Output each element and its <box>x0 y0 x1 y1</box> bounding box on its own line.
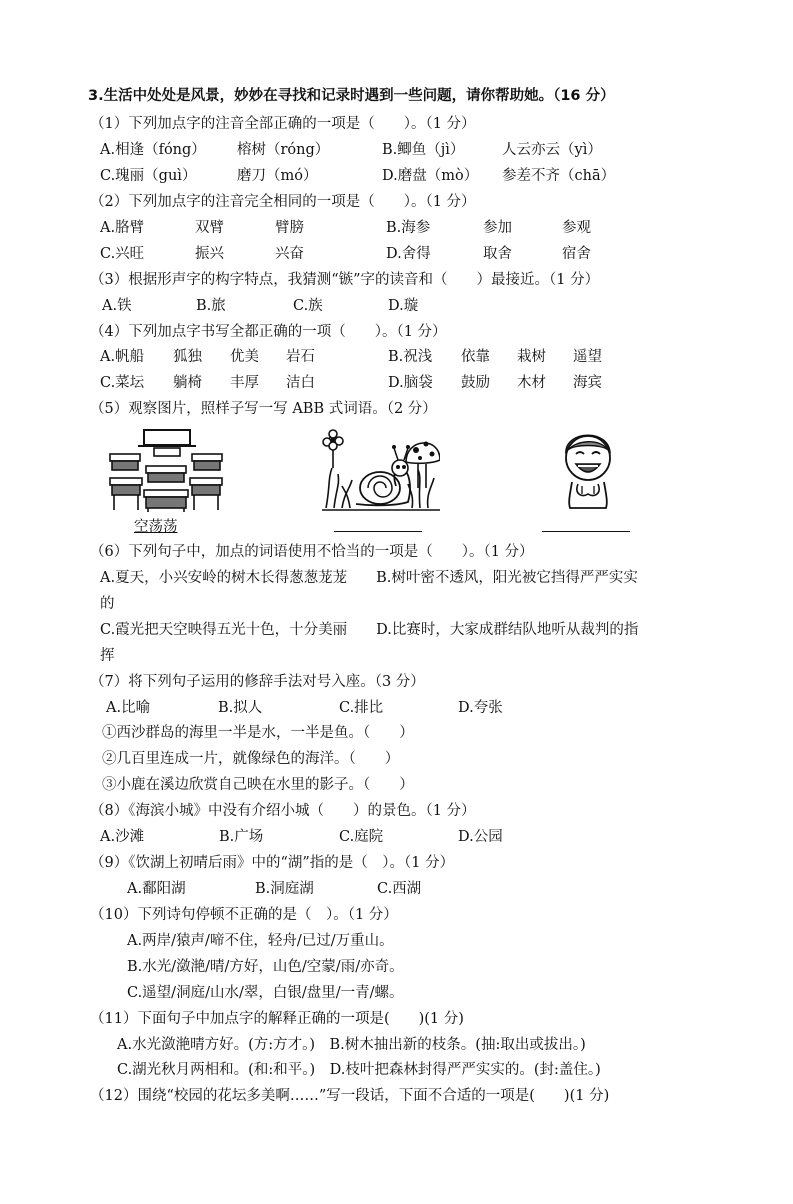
q3-option-a: A.铁 <box>102 298 132 314</box>
q7-option-b: B.拟人 <box>218 700 263 716</box>
q4-r1-w3: 岩石 <box>286 349 315 365</box>
q3-option-d: D.璇 <box>388 298 419 314</box>
q7-option-d: D.夸张 <box>458 700 503 716</box>
q4-r2-w0: C.菜坛 <box>100 375 145 391</box>
example-word: 空荡荡 <box>134 519 178 535</box>
q8-option-b: B.广场 <box>219 829 264 845</box>
classroom-picture <box>108 428 224 512</box>
q2-r1-w4: 参加 <box>483 220 512 236</box>
question-11-stem: （11）下面句子中加点字的解释正确的一项是( )(1 分) <box>90 1011 464 1027</box>
q2-r1-w1: 双臂 <box>195 220 224 236</box>
q1-option-a-word2: 榕树（róng） <box>237 142 330 158</box>
q6-line-2: 的 <box>100 596 115 612</box>
q2-r2-w4: 取舍 <box>483 246 512 262</box>
q1-option-d: D.磨盘（mò） <box>382 168 479 184</box>
q4-r1-w2: 优美 <box>230 349 259 365</box>
question-4-stem: （4）下列加点字书写全都正确的一项（ ）。（1 分） <box>90 324 447 340</box>
question-1-stem: （1）下列加点字的注音全部正确的一项是（ ）。（1 分） <box>90 116 476 132</box>
q2-r2-w3: D.舍得 <box>386 246 431 262</box>
answer-blank-snail[interactable] <box>334 531 422 532</box>
q4-r2-w6: 木材 <box>517 375 546 391</box>
q4-r1-w6: 栽树 <box>517 349 546 365</box>
question-12-stem: （12）围绕“校园的花坛多美啊……”写一段话，下面不合适的一项是( )(1 分) <box>90 1088 610 1104</box>
q9-option-c: C.西湖 <box>377 881 422 897</box>
q4-r2-w3: 洁白 <box>286 375 315 391</box>
q7-sentence-1: ①西沙群岛的海里一半是水，一半是鱼。（ ） <box>102 725 414 741</box>
question-3-stem: （3）根据形声字的构字特点，我猜测“镞”字的读音和（ ）最接近。（1 分） <box>90 272 600 288</box>
q7-option-a: A.比喻 <box>106 700 151 716</box>
q4-r2-w5: 鼓励 <box>461 375 490 391</box>
q8-option-c: C.庭院 <box>339 829 384 845</box>
q2-r2-w0: C.兴旺 <box>100 246 145 262</box>
q6-line-1: A.夏天，小兴安岭的树木长得葱葱茏茏 B.树叶密不透风，阳光被它挡得严严实实 <box>100 570 638 586</box>
q4-r1-w7: 遥望 <box>573 349 602 365</box>
question-10-stem: （10）下列诗句停顿不正确的是（ ）。（1 分） <box>90 907 398 923</box>
q9-option-a: A.鄱阳湖 <box>127 881 186 897</box>
q4-r1-w1: 狐独 <box>173 349 202 365</box>
question-6-stem: （6）下列句子中，加点的词语使用不恰当的一项是（ ）。（1 分） <box>90 544 534 560</box>
snail-picture <box>322 428 440 512</box>
q4-r1-w4: B.祝浅 <box>388 349 433 365</box>
q7-sentence-2: ②几百里连成一片，就像绿色的海洋。（ ） <box>102 751 400 767</box>
q1-option-b: B.鲫鱼（jì） <box>382 142 465 158</box>
q9-option-b: B.洞庭湖 <box>255 881 314 897</box>
question-7-stem: （7）将下列句子运用的修辞手法对号入座。（3 分） <box>90 674 425 690</box>
q2-r2-w5: 宿舍 <box>562 246 591 262</box>
q1-option-a: A.相逢（fóng） <box>100 142 206 158</box>
question-8-stem: （8）《海滨小城》中没有介绍小城（ ）的景色。（1 分） <box>90 803 476 819</box>
question-9-stem: （9）《饮湖上初晴后雨》中的“湖”指的是（ ）。（1 分） <box>90 855 455 871</box>
q4-r2-w2: 丰厚 <box>230 375 259 391</box>
q6-line-3: C.霞光把天空映得五光十色，十分美丽 D.比赛时，大家成群结队地听从裁判的指 <box>100 622 639 638</box>
q1-option-d-word2: 参差不齐（chā） <box>502 168 616 184</box>
q2-r1-w3: B.海参 <box>386 220 431 236</box>
section-heading: 3.生活中处处是风景，妙妙在寻找和记录时遇到一些问题，请你帮助她。（16 分） <box>88 88 615 104</box>
q2-r2-w1: 振兴 <box>195 246 224 262</box>
q2-r1-w2: 臂膀 <box>275 220 304 236</box>
q10-option-c: C.遥望/洞庭/山水/翠，白银/盘里/一青/螺。 <box>127 985 404 1001</box>
q1-option-c-word2: 磨刀（mó） <box>237 168 318 184</box>
q7-sentence-3: ③小鹿在溪边欣赏自己映在水里的影子。（ ） <box>102 777 414 793</box>
q1-option-b-word2: 人云亦云（yì） <box>502 142 602 158</box>
q7-option-c: C.排比 <box>339 700 384 716</box>
q11-options-ab: A.水光潋滟晴方好。(方:方才。) B.树木抽出新的枝条。(抽:取出或拔出。) <box>117 1037 586 1053</box>
q3-option-b: B.旅 <box>196 298 226 314</box>
q2-r2-w2: 兴奋 <box>275 246 304 262</box>
q3-option-c: C.族 <box>293 298 323 314</box>
question-5-stem: （5）观察图片，照样子写一写 ABB 式词语。（2 分） <box>90 401 437 417</box>
answer-blank-boy[interactable] <box>542 531 630 532</box>
q4-r1-w5: 依靠 <box>461 349 490 365</box>
q10-option-b: B.水光/潋滟/晴/方好，山色/空蒙/雨/亦奇。 <box>127 959 404 975</box>
q4-r2-w7: 海宾 <box>573 375 602 391</box>
q4-r2-w1: 躺椅 <box>173 375 202 391</box>
q2-r1-w0: A.胳臂 <box>100 220 145 236</box>
q4-r2-w4: D.脑袋 <box>388 375 433 391</box>
q11-options-cd: C.湖光秋月两相和。(和:和平。) D.枝叶把森林封得严严实实的。(封:盖住。) <box>117 1062 601 1078</box>
question-2-stem: （2）下列加点字的注音完全相同的一项是（ ）。（1 分） <box>90 194 476 210</box>
q8-option-a: A.沙滩 <box>100 829 145 845</box>
q6-line-4: 挥 <box>100 648 115 664</box>
q1-option-c: C.瑰丽（guì） <box>100 168 197 184</box>
laughing-boy-picture <box>552 424 624 512</box>
q8-option-d: D.公园 <box>458 829 503 845</box>
q10-option-a: A.两岸/猿声/啼不住，轻舟/已过/万重山。 <box>127 933 394 949</box>
q2-r1-w5: 参观 <box>562 220 591 236</box>
q4-r1-w0: A.帆船 <box>100 349 145 365</box>
